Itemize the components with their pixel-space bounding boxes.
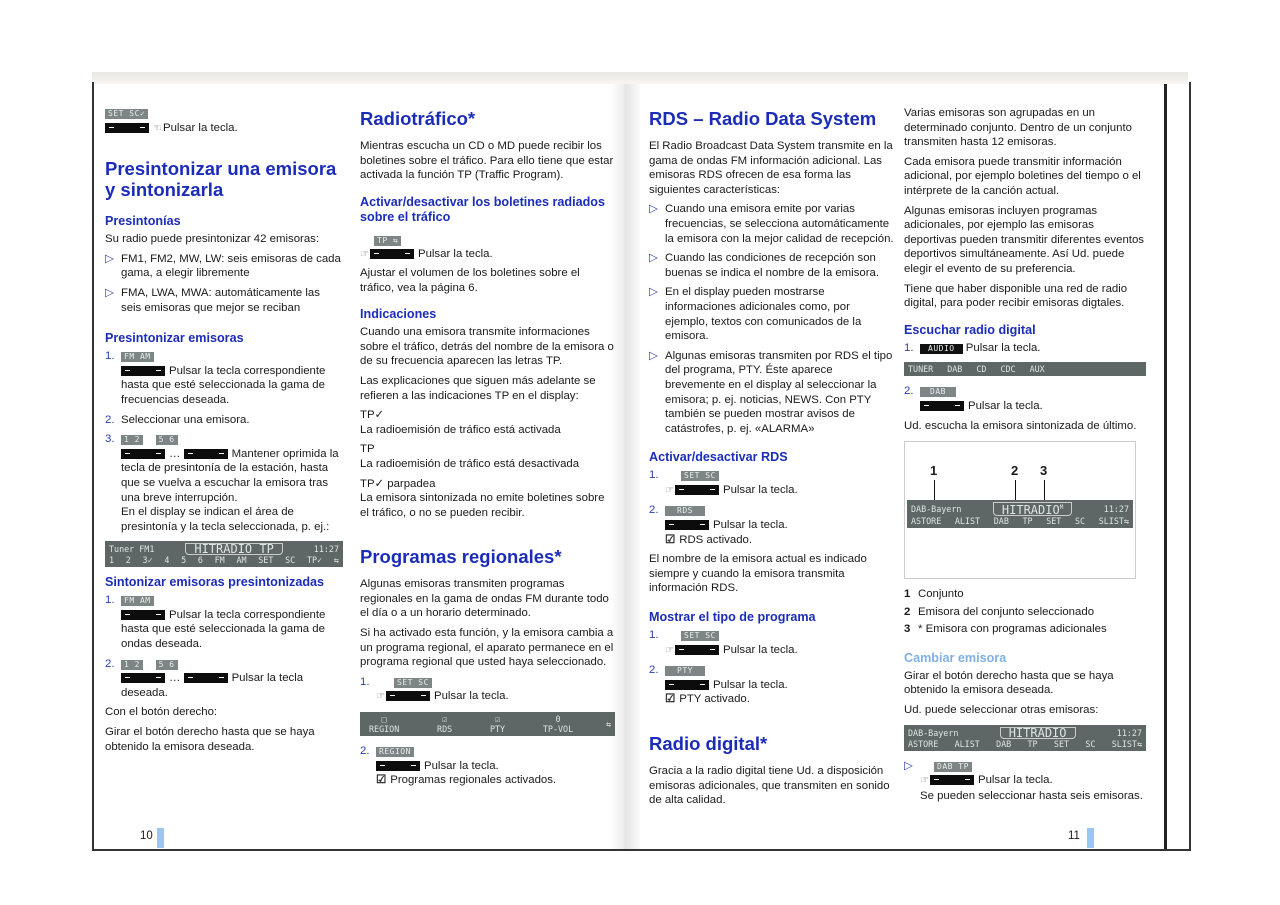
source-option: TUNER — [908, 364, 934, 375]
key-button-icon — [665, 520, 709, 530]
paragraph: Cada emisora puede transmitir información adicional, por ejemplo boletines del tiempo o el intérprete de la canción actual. — [904, 155, 1141, 197]
indicator-code: TP — [360, 443, 375, 456]
key-label: DAB TP — [934, 762, 972, 772]
key-button-icon — [665, 680, 709, 690]
indicator-item — [360, 442, 615, 471]
callout-3: 3 — [1040, 463, 1048, 479]
key-label: SET SC✓ — [105, 109, 148, 119]
display-soft-key: ASTORE — [908, 738, 939, 749]
key-label: 1 2 — [121, 435, 143, 445]
source-option: CDC — [1000, 364, 1016, 375]
key-label: DAB — [920, 387, 956, 397]
step-3: 3. 1 2 5 6 … Mantener oprimida la tecla de presintonía de la estación, hasta que se vuelva a escuchar la emisora tras una breve interrupción. En el display se indican el área de presintonía y la tecla seleccionada, p. ej.: — [105, 433, 339, 533]
key-button-icon — [920, 401, 964, 411]
key-label: 1 2 — [121, 660, 143, 670]
display-soft-key: FM — [214, 555, 225, 566]
bullet-item — [105, 252, 343, 281]
section-title: Radiotráfico* — [360, 108, 476, 129]
dab-display-figure — [904, 441, 1136, 579]
key-label: PTY — [665, 666, 705, 676]
legend-text: Emisora del conjunto seleccionado — [918, 605, 1095, 618]
key-label: SET SC — [681, 471, 719, 481]
key-button-icon — [121, 610, 165, 620]
key-button-icon — [675, 485, 719, 495]
display-soft-key: SC — [285, 555, 296, 566]
step-text: Pulsar la tecla. — [424, 759, 499, 772]
step-1: 1. SET SC ☞ Pulsar la tecla. — [649, 469, 798, 496]
menu-option — [364, 714, 404, 734]
key-button-icon — [675, 645, 719, 655]
step-1: 1. SET SC ☞ Pulsar la tecla. — [360, 675, 509, 703]
result-text: PTY activado. — [679, 693, 750, 706]
menu-option-label: TP-VOL — [542, 724, 574, 735]
step-text: Seleccionar una emisora. — [121, 413, 250, 426]
display-ensemble: DAB-Bayern — [908, 727, 959, 738]
step-text: Se pueden seleccionar hasta seis emisoras. — [920, 789, 1143, 802]
step-text: Pulsar la tecla. — [722, 483, 798, 496]
display-soft-key: DAB — [993, 516, 1009, 527]
key-label: 5 6 — [156, 660, 178, 670]
triangle-bullet-icon: ▷ — [649, 203, 658, 216]
indicator-desc: La emisora sintonizada no emite boletines sobre el tráfico, o no se pueden recibir. — [360, 492, 605, 519]
subsection-title: Presintonizar emisoras — [105, 331, 244, 346]
display-station: HITRADIO — [1001, 503, 1060, 518]
step-2: 2. Seleccionar una emisora. — [105, 413, 250, 426]
triangle-bullet-icon: ▷ — [649, 286, 658, 299]
page-number-right: 11 — [1068, 830, 1080, 842]
subsection-title: Mostrar el tipo de programa — [649, 610, 816, 625]
display-soft-key: ALIST — [954, 738, 980, 749]
result-text: Programas regionales activados. — [390, 774, 557, 787]
indicator-code: TP✓ — [360, 409, 385, 422]
checkbox-checked-icon: ☑ — [376, 774, 387, 787]
subsection-title: Sintonizar emisoras presintonizadas — [105, 575, 325, 590]
section-title: Radio digital* — [649, 733, 768, 754]
settings-menu-display — [360, 712, 615, 736]
bullet-item — [649, 202, 894, 246]
subsection-title: Cambiar emisora — [904, 650, 1007, 665]
legend-item — [904, 622, 1146, 637]
indicator-desc: La radioemisión de tráfico está desactivada — [360, 457, 580, 470]
triangle-bullet-icon: ▷ — [904, 759, 913, 772]
legend-item — [904, 605, 1146, 620]
key-button-icon — [121, 449, 165, 459]
key-label: RDS — [665, 506, 705, 516]
display-soft-key: ASTORE — [911, 516, 942, 527]
bullet-text: Cuando las condiciones de recepción son buenas se indica el nombre de la emisora. — [665, 252, 880, 279]
bullet-item — [904, 759, 1146, 804]
paragraph: Algunas emisoras incluyen programas adicionales, por ejemplo las emisoras deportivas pueden transmitir diferentes eventos deportivos simultáneamente. Así Ud. puede elegir el evento de su preferencia. — [904, 204, 1144, 275]
step-2: 2. REGION Pulsar la tecla. ☑ Programas regionales activados. — [360, 745, 557, 787]
paragraph: Algunas emisoras transmiten programas regionales en la gama de ondas FM durante todo el día o a un horario determinado. — [360, 578, 609, 620]
display-soft-key: SET — [1046, 516, 1062, 527]
display-station: HITRADIO — [1000, 727, 1076, 739]
step-text: Pulsar la tecla correspondiente hasta que esté seleccionada la gama de frecuencias deseada. — [121, 364, 326, 406]
legend-number: 2 — [904, 605, 911, 618]
step-text: Pulsar la tecla correspondiente hasta que esté seleccionada la gama de ondas deseada. — [121, 608, 326, 651]
column-2 — [360, 108, 615, 793]
column-1 — [105, 106, 343, 759]
instruction-text: Pulsar la tecla. — [162, 121, 238, 134]
bullet-text: Cuando una emisora emite por varias frecuencias, se selecciona automáticamente la emisora con la mejor calidad de recepción. — [665, 203, 894, 245]
legend-number: 1 — [904, 588, 911, 601]
triangle-bullet-icon: ▷ — [649, 252, 658, 265]
key-button-icon — [121, 366, 165, 376]
display-time: 11:27 — [1116, 727, 1142, 738]
result-text: RDS activado. — [679, 533, 753, 546]
source-option: CD — [976, 364, 987, 375]
display-ensemble: DAB-Bayern — [911, 504, 962, 515]
checkbox-checked-icon: ☑ — [665, 533, 676, 546]
key-button-icon — [121, 673, 165, 683]
step-text: Mantener oprimida la tecla de presintonía de la estación, hasta que se vuelva a escuchar la emisora tras una breve interrupción. — [121, 447, 339, 504]
source-option: AUX — [1029, 364, 1045, 375]
step-1: 1. FM AM Pulsar la tecla correspondiente hasta que esté seleccionada la gama de frecuencias deseada. — [105, 350, 326, 406]
hand-icon: ☞ — [360, 249, 369, 261]
triangle-bullet-icon: ▷ — [105, 252, 114, 265]
legend-number: 3 — [904, 623, 911, 636]
menu-option-icon: ☑ — [442, 714, 448, 725]
step-text: Pulsar la tecla. — [968, 399, 1043, 412]
step-text: Pulsar la tecla. — [722, 643, 798, 656]
step-2: 2. 1 2 5 6 … Pulsar la tecla deseada. — [105, 657, 304, 699]
bullet-text: FM1, FM2, MW, LW: seis emisoras de cada gama, a elegir libremente — [121, 252, 341, 280]
page-edge-line — [1164, 84, 1167, 849]
paragraph: Girar el botón derecho hasta que se haya obtenido la emisora deseada. — [904, 669, 1114, 697]
bullet-item — [649, 285, 894, 343]
column-4 — [904, 106, 1146, 808]
paragraph: Ud. escucha la emisora sintonizada de último. — [904, 419, 1137, 432]
display-soft-key: DAB — [996, 738, 1012, 749]
display-soft-key: ALIST — [954, 516, 981, 527]
menu-option — [538, 714, 578, 734]
step-2: 2. PTY Pulsar la tecla. ☑ PTY activado. — [649, 664, 788, 706]
indicator-code: TP✓ parpadea — [360, 477, 436, 490]
menu-option-icon: 0 — [555, 714, 561, 725]
paragraph: Varias emisoras son agrupadas en un determinado conjunto. Dentro de un conjunto transmiten hasta 12 emisoras. — [904, 107, 1132, 149]
step-1: 1. AUDIO Pulsar la tecla. — [904, 341, 1041, 354]
subsection-title: Escuchar radio digital — [904, 322, 1036, 337]
key-button-icon — [105, 123, 149, 133]
column-3 — [649, 108, 894, 813]
bullet-text: FMA, LWA, MWA: automáticamente las seis emisoras que mejor se reciban — [121, 286, 320, 314]
key-label: SET SC — [394, 678, 432, 688]
subsection-title: Activar/desactivar RDS — [649, 450, 788, 465]
paragraph: Girar el botón derecho hasta que se haya obtenido la emisora deseada. — [105, 726, 315, 753]
paragraph: Tiene que haber disponible una red de radio digital, para poder recibir emisoras digtales. — [904, 282, 1128, 310]
display-soft-key: 6 — [197, 555, 203, 566]
dab-display — [907, 500, 1133, 528]
paragraph: Ud. puede seleccionar otras emisoras: — [904, 704, 1099, 717]
legend-item — [904, 587, 1146, 602]
key-button-icon — [386, 691, 430, 701]
hand-icon: ☞ — [920, 775, 929, 787]
paragraph: Su radio puede presintonizar 42 emisoras: — [105, 233, 320, 246]
display-soft-key: SET — [258, 555, 274, 566]
indicator-desc: La radioemisión de tráfico está activada — [360, 423, 561, 436]
key-label: FM AM — [121, 352, 154, 362]
hand-icon: ☞ — [665, 644, 674, 656]
hand-icon: ☜ — [153, 122, 162, 134]
display-source: Tuner FM1 — [109, 544, 155, 555]
menu-option — [432, 714, 457, 734]
step-text: Pulsar la tecla. — [977, 774, 1053, 787]
hand-icon: ☞ — [665, 484, 674, 496]
page-marker-left — [157, 828, 164, 848]
key-label: REGION — [376, 747, 414, 757]
audio-key-label: AUDIO — [920, 344, 963, 354]
indicator-item — [360, 408, 615, 437]
subsection-title: Activar/desactivar los boletines radiados sobre el tráfico — [360, 194, 605, 224]
step-2: 2. RDS Pulsar la tecla. ☑ RDS activado. — [649, 504, 788, 546]
step-text: Pulsar la tecla. — [713, 519, 788, 532]
display-marker: M — [1059, 504, 1064, 512]
menu-option-icon: □ — [381, 714, 387, 725]
key-instruction — [105, 106, 343, 136]
step-1: 1. SET SC ☞ Pulsar la tecla. — [649, 629, 798, 656]
step-1: 1. FM AM Pulsar la tecla correspondiente hasta que esté seleccionada la gama de ondas deseada. — [105, 594, 326, 651]
key-button-icon — [184, 673, 228, 683]
step-text: Pulsar la tecla deseada. — [121, 672, 304, 699]
bullet-text: En el display pueden mostrarse informaciones adicionales como, por ejemplo, textos con comunicados de la emisora. — [665, 286, 862, 343]
key-label: FM AM — [121, 596, 154, 606]
step-2: 2. DAB Pulsar la tecla. — [904, 385, 1043, 412]
subsection-title: Indicaciones — [360, 307, 437, 322]
display-soft-key: TP✓ — [306, 555, 323, 566]
menu-option-label: RDS — [437, 724, 453, 735]
bullet-item — [649, 349, 894, 437]
triangle-bullet-icon: ▷ — [105, 286, 114, 299]
menu-option-label: PTY — [489, 724, 506, 735]
display-soft-key: 4 — [164, 555, 170, 566]
display-station: HITRADIO TP — [185, 543, 282, 555]
display-soft-key: SC — [1085, 738, 1096, 749]
radio-display — [105, 541, 343, 567]
display-soft-key: 5 — [181, 555, 187, 566]
key-button-icon — [930, 775, 974, 785]
display-soft-key: SC — [1074, 516, 1086, 527]
bullet-item — [649, 251, 894, 280]
hand-icon: ☞ — [376, 691, 385, 703]
triangle-bullet-icon: ▷ — [649, 349, 658, 362]
display-soft-key: TP — [1022, 516, 1033, 527]
page-number-left: 10 — [140, 830, 153, 842]
key-button-icon — [370, 249, 414, 259]
back-icon: ⇆ — [605, 719, 611, 730]
display-time: 11:27 — [1103, 504, 1129, 515]
paragraph: Ajustar el volumen de los boletines sobre el tráfico, vea la página 6. — [360, 266, 580, 294]
source-menu-display — [904, 362, 1146, 376]
display-soft-key: 2 — [125, 555, 131, 566]
display-soft-key: SET — [1053, 738, 1070, 749]
checkbox-checked-icon: ☑ — [665, 693, 676, 706]
callout-2: 2 — [1011, 463, 1019, 479]
display-soft-key: 1 — [109, 555, 115, 566]
paragraph: Con el botón derecho: — [105, 706, 218, 719]
display-soft-key: ⇆ — [333, 555, 339, 566]
step-text: En el display se indican el área de presintonía y la tecla seleccionada, p. ej.: — [121, 506, 330, 533]
display-soft-key: AM — [236, 555, 247, 566]
display-soft-key: SLIST⇆ — [1111, 738, 1142, 749]
page-marker-right — [1087, 828, 1094, 848]
paragraph: Si ha activado esta función, y la emisora cambia a un programa regional, el aparato permanece en el programa regional que usted haya seleccionado. — [360, 627, 614, 669]
section-title: RDS – Radio Data System — [649, 108, 877, 129]
step-text: Pulsar la tecla. — [713, 678, 788, 691]
key-label: 5 6 — [156, 435, 178, 445]
key-label: TP ⇆ — [374, 236, 401, 246]
bullet-text: Algunas emisoras transmiten por RDS el tipo del programa, PTY. Éste aparece brevemente en el display al seleccionar la emisora; p. ej. noticias, NEWS. Con PTY también se pueden mostrar avisos de catástrofes, p. ej. «ALARMA» — [665, 349, 893, 435]
paragraph: Mientras escucha un CD o MD puede recibir los boletines sobre el tráfico. Para ello tiene que estar activada la función TP (Traffic Program). — [360, 140, 614, 182]
key-button-icon — [184, 449, 228, 459]
display-soft-key: SLIST⇆ — [1098, 516, 1129, 527]
menu-option-icon: ☑ — [495, 714, 501, 725]
section-title: Presintonizar una emisora y sintonizarla — [105, 158, 337, 201]
key-button-icon — [376, 761, 420, 771]
subsection-title: Presintonías — [105, 214, 181, 229]
display-soft-key: 3✓ — [142, 555, 153, 566]
instruction-text: Pulsar la tecla. — [417, 248, 493, 261]
legend-text: Conjunto — [918, 588, 964, 601]
key-label: SET SC — [681, 631, 719, 641]
legend-text: * Emisora con programas adicionales — [918, 623, 1107, 636]
section-title: Programas regionales* — [360, 546, 562, 568]
paragraph: Cuando una emisora transmite informaciones sobre el tráfico, detrás del nombre de la emisora o de su frecuencia aparecen las letras TP. — [360, 326, 614, 368]
indicator-item — [360, 477, 615, 521]
menu-option — [485, 714, 510, 734]
paragraph: Las explicaciones que siguen más adelante se refieren a las indicaciones TP en el display: — [360, 374, 596, 402]
source-option: DAB — [947, 364, 963, 375]
step-text: Pulsar la tecla. — [965, 341, 1041, 354]
display-soft-key: TP — [1027, 738, 1038, 749]
step-text: Pulsar la tecla. — [433, 690, 509, 703]
paragraph: El Radio Broadcast Data System transmite en la gama de ondas FM información adicional. Las emisoras RDS ofrecen de esa forma las siguientes características: — [649, 140, 893, 196]
paragraph: El nombre de la emisora actual es indicado siempre y cuando la emisora transmita información RDS. — [649, 553, 867, 595]
dab-display — [904, 725, 1146, 751]
bullet-item — [105, 286, 343, 315]
menu-option-label: REGION — [369, 724, 400, 735]
callout-1: 1 — [930, 463, 938, 479]
display-time: 11:27 — [313, 544, 339, 555]
key-instruction — [360, 233, 615, 263]
paragraph: Gracia a la radio digital tiene Ud. a disposición emisoras adicionales, que transmiten en sonido de alta calidad. — [649, 765, 890, 807]
